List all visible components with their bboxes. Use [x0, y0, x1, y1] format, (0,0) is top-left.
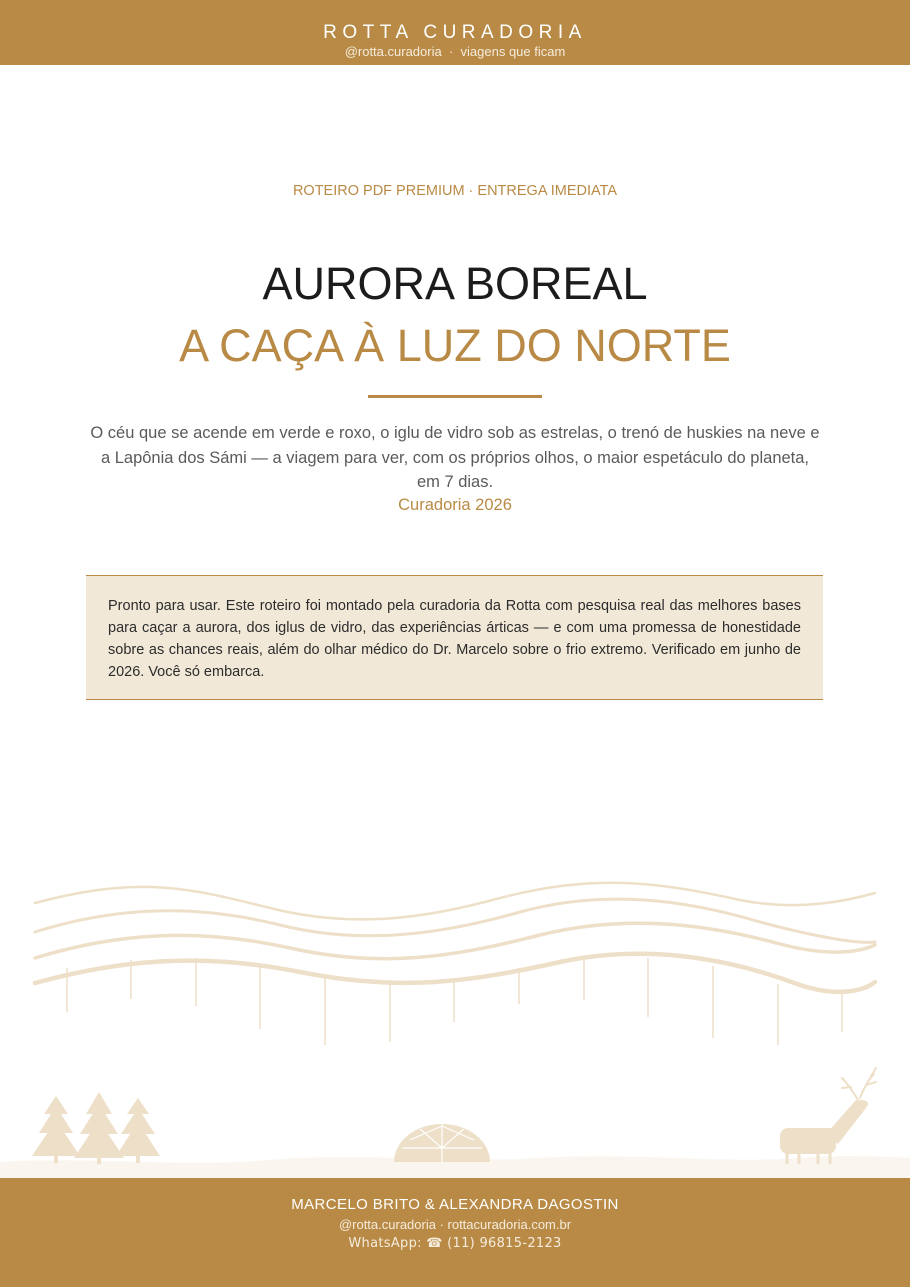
- glass-igloo-icon: [394, 1124, 490, 1162]
- cover-title: AURORA BOREAL: [262, 258, 648, 309]
- product-eyebrow: ROTEIRO PDF PREMIUM · ENTREGA IMEDIATA: [292, 183, 618, 199]
- authors-names: MARCELO BRITO & ALEXANDRA DAGOSTIN: [291, 1196, 619, 1213]
- edition-label: Curadoria 2026: [398, 496, 512, 514]
- header-band: [0, 0, 910, 65]
- brand-name: ROTTA CURADORIA: [323, 22, 587, 43]
- aurora-waves-icon: [35, 883, 875, 992]
- brand-tagline: viagens que ficam: [460, 44, 566, 59]
- instagram-handle: @rotta.curadoria: [344, 44, 442, 59]
- footer-band: [0, 1178, 910, 1287]
- whatsapp-contact: WhatsApp: ☎ (11) 96815-2123: [348, 1236, 562, 1251]
- title-divider: [368, 395, 542, 398]
- cover-subtitle: A CAÇA À LUZ DO NORTE: [179, 320, 731, 371]
- reindeer-icon: [780, 1068, 876, 1164]
- footer-contacts: @rotta.curadoria · rottacuradoria.com.br: [338, 1217, 572, 1232]
- intro-paragraph: O céu que se acende em verde e roxo, o iglu de vidro sob as estrelas, o trenó de huskies na neve e a Lapônia dos Sámi — a viagem para ver, com os próprios olhos, o maior espetáculo do planeta, em 7 dias.: [90, 424, 820, 491]
- ready-to-use-box: [86, 575, 823, 700]
- ready-to-use-text: Pronto para usar. Este roteiro foi montado pela curadoria da Rotta com pesquisa real das melhores bases para caçar a aurora, dos iglus de vidro, das experiências árticas — e com uma promessa de honestidade sobre as chances reais, além do olhar médico do Dr. Marcelo sobre o frio extremo. Verificado em junho de 2026. Você só embarca.: [108, 598, 801, 680]
- aurora-curtain-rays: [67, 958, 842, 1045]
- pine-trees-icon: [32, 1092, 160, 1164]
- arctic-illustration: [0, 860, 910, 1178]
- header-subline: [0, 44, 910, 60]
- header-separator: ·: [448, 44, 454, 59]
